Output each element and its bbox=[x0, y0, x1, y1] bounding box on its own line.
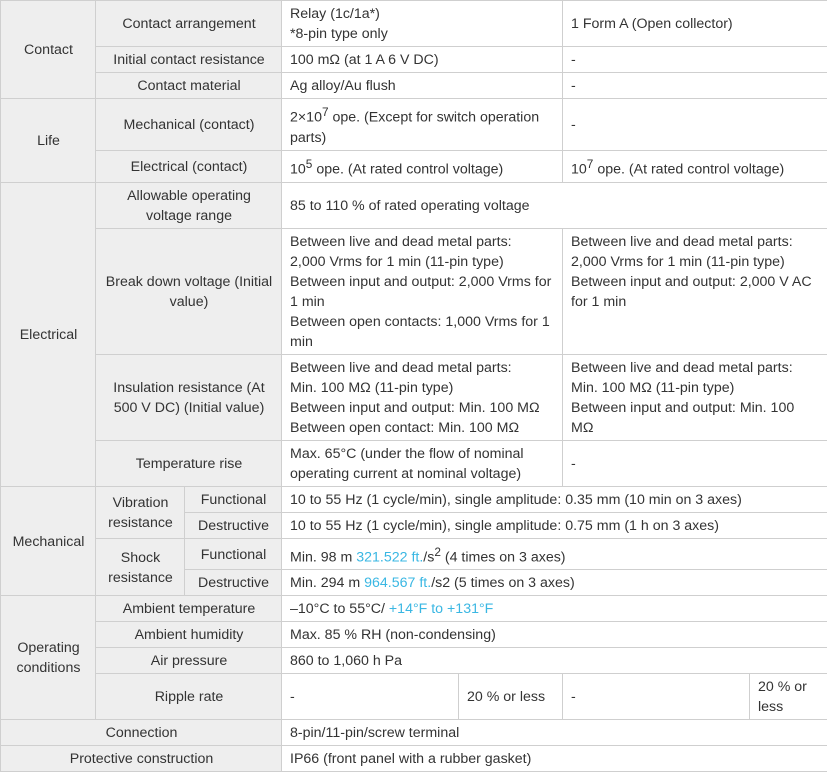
label-connection: Connection bbox=[1, 720, 282, 746]
label-vibration-functional: Functional bbox=[185, 486, 282, 512]
table-row bbox=[1, 1, 827, 47]
value-electrical-life-opencol bbox=[563, 150, 827, 182]
label-temperature-rise: Temperature rise bbox=[96, 440, 282, 486]
label-contact-material: Contact material bbox=[96, 73, 282, 99]
value-insulation-resistance-opencol: Between live and dead metal parts: Min. 100 MΩ (11-pin type) Between input and output: Min. 100 MΩ bbox=[563, 354, 827, 440]
table-row bbox=[1, 622, 827, 648]
electrical-life-relay-exponent: 5 bbox=[306, 157, 313, 171]
value-air-pressure: 860 to 1,060 h Pa bbox=[282, 648, 827, 674]
value-vibration-destructive: 10 to 55 Hz (1 cycle/min), single amplitude: 0.75 mm (1 h on 3 axes) bbox=[282, 512, 827, 538]
table-row bbox=[1, 596, 827, 622]
label-mechanical-life: Mechanical (contact) bbox=[96, 99, 282, 151]
mechanical-life-exponent: 7 bbox=[322, 105, 329, 119]
value-contact-arrangement-opencol: 1 Form A (Open collector) bbox=[563, 1, 827, 47]
value-temperature-rise-relay: Max. 65°C (under the flow of nominal operating current at nominal voltage) bbox=[282, 440, 563, 486]
mechanical-life-base: 2×10 bbox=[290, 110, 322, 126]
table-row bbox=[1, 648, 827, 674]
label-operating-voltage: Allowable operating voltage range bbox=[96, 182, 282, 228]
value-ambient-humidity: Max. 85 % RH (non-condensing) bbox=[282, 622, 827, 648]
mechanical-life-text: ope. (Except for switch operation parts) bbox=[290, 110, 539, 146]
value-insulation-resistance-relay: Between live and dead metal parts: Min. 100 MΩ (11-pin type) Between input and output: Min. 100 MΩ Between open contact: Min. 100 MΩ bbox=[282, 354, 563, 440]
label-protective-construction: Protective construction bbox=[1, 746, 282, 772]
shock-functional-unit: /s bbox=[423, 549, 434, 565]
shock-functional-exponent: 2 bbox=[434, 545, 441, 559]
value-ripple-rate-opencol-dc: - bbox=[563, 674, 750, 720]
value-mechanical-life-opencol: - bbox=[563, 99, 827, 151]
label-breakdown-voltage: Break down voltage (Initial value) bbox=[96, 228, 282, 354]
value-initial-contact-resistance-relay: 100 mΩ (at 1 A 6 V DC) bbox=[282, 47, 563, 73]
table-row bbox=[1, 182, 827, 228]
value-shock-functional bbox=[282, 538, 827, 570]
table-row bbox=[1, 354, 827, 440]
relay-type-note: *8-pin type only bbox=[290, 26, 388, 42]
table-row bbox=[1, 486, 827, 512]
group-life: Life bbox=[1, 99, 96, 183]
value-protective-construction: IP66 (front panel with a rubber gasket) bbox=[282, 746, 827, 772]
value-breakdown-voltage-opencol: Between live and dead metal parts: 2,000 Vrms for 1 min (11-pin type) Between input and output: 2,000 V AC for 1 min bbox=[563, 228, 827, 354]
table-row bbox=[1, 228, 827, 354]
value-contact-material-relay: Ag alloy/Au flush bbox=[282, 73, 563, 99]
table-row bbox=[1, 440, 827, 486]
electrical-life-opencol-exponent: 7 bbox=[587, 157, 594, 171]
value-contact-arrangement-relay bbox=[282, 1, 563, 47]
group-mechanical: Mechanical bbox=[1, 486, 96, 596]
unit-conversion-link[interactable]: 321.522 ft. bbox=[356, 549, 423, 565]
value-shock-destructive bbox=[282, 570, 827, 596]
label-ambient-humidity: Ambient humidity bbox=[96, 622, 282, 648]
label-ripple-rate: Ripple rate bbox=[96, 674, 282, 720]
value-ripple-rate-relay-ac: 20 % or less bbox=[459, 674, 563, 720]
label-vibration-destructive: Destructive bbox=[185, 512, 282, 538]
label-air-pressure: Air pressure bbox=[96, 648, 282, 674]
value-contact-material-opencol: - bbox=[563, 73, 827, 99]
value-temperature-rise-opencol: - bbox=[563, 440, 827, 486]
shock-destructive-text: /s2 (5 times on 3 axes) bbox=[431, 575, 575, 591]
value-breakdown-voltage-relay: Between live and dead metal parts: 2,000 Vrms for 1 min (11-pin type) Between input and output: 2,000 Vrms for 1 min Between open contacts: 1,000 Vrms for 1 min bbox=[282, 228, 563, 354]
value-ripple-rate-opencol-ac: 20 % or less bbox=[750, 674, 827, 720]
group-operating-conditions: Operating conditions bbox=[1, 596, 96, 720]
label-ambient-temperature: Ambient temperature bbox=[96, 596, 282, 622]
table-row bbox=[1, 674, 827, 720]
shock-functional-metric: Min. 98 m bbox=[290, 549, 356, 565]
label-shock-functional: Functional bbox=[185, 538, 282, 570]
table-row bbox=[1, 538, 827, 570]
label-contact-arrangement: Contact arrangement bbox=[96, 1, 282, 47]
ambient-temperature-celsius: –10°C to 55°C/ bbox=[290, 601, 389, 617]
label-electrical-life: Electrical (contact) bbox=[96, 150, 282, 182]
value-ripple-rate-relay-dc: - bbox=[282, 674, 459, 720]
table-row bbox=[1, 720, 827, 746]
electrical-life-opencol-text: ope. (At rated control voltage) bbox=[593, 162, 784, 178]
group-contact: Contact bbox=[1, 1, 96, 99]
group-electrical: Electrical bbox=[1, 182, 96, 486]
shock-functional-text: (4 times on 3 axes) bbox=[441, 549, 566, 565]
table-row bbox=[1, 73, 827, 99]
table-row bbox=[1, 99, 827, 151]
value-vibration-functional: 10 to 55 Hz (1 cycle/min), single amplitude: 0.35 mm (10 min on 3 axes) bbox=[282, 486, 827, 512]
value-operating-voltage: 85 to 110 % of rated operating voltage bbox=[282, 182, 827, 228]
unit-conversion-link[interactable]: +14°F to +131°F bbox=[389, 601, 493, 617]
table-row bbox=[1, 47, 827, 73]
label-shock-destructive: Destructive bbox=[185, 570, 282, 596]
value-electrical-life-relay bbox=[282, 150, 563, 182]
table-row bbox=[1, 746, 827, 772]
relay-type-text: Relay (1c/1a*) bbox=[290, 6, 380, 22]
value-ambient-temperature bbox=[282, 596, 827, 622]
value-connection: 8-pin/11-pin/screw terminal bbox=[282, 720, 827, 746]
shock-destructive-metric: Min. 294 m bbox=[290, 575, 364, 591]
label-insulation-resistance: Insulation resistance (At 500 V DC) (Initial value) bbox=[96, 354, 282, 440]
electrical-life-opencol-base: 10 bbox=[571, 162, 587, 178]
electrical-life-relay-text: ope. (At rated control voltage) bbox=[312, 162, 503, 178]
value-mechanical-life-relay bbox=[282, 99, 563, 151]
electrical-life-relay-base: 10 bbox=[290, 162, 306, 178]
unit-conversion-link[interactable]: 964.567 ft. bbox=[364, 575, 431, 591]
value-initial-contact-resistance-opencol: - bbox=[563, 47, 827, 73]
label-vibration-resistance: Vibration resistance bbox=[96, 486, 185, 538]
table-row bbox=[1, 150, 827, 182]
label-shock-resistance: Shock resistance bbox=[96, 538, 185, 596]
label-initial-contact-resistance: Initial contact resistance bbox=[96, 47, 282, 73]
